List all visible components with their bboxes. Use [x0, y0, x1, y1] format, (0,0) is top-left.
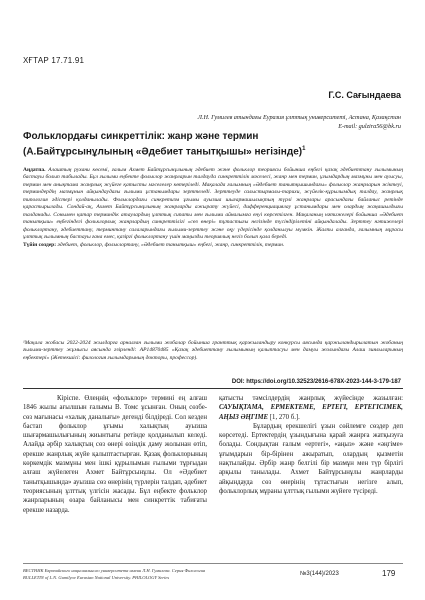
- title-footnote-mark: 1: [302, 146, 306, 152]
- author-name: Г.С. Сағындаева: [328, 90, 401, 100]
- issue-number: №3(144)/2023: [300, 571, 339, 577]
- genre-list: САУЫҚТАМА, ЕРМЕКТЕМЕ, ЕРТЕГІ, ЕРТЕГІСІМЕК, АҢЫЗ ӘҢГІМЕ: [219, 404, 403, 421]
- abstract-text: Алаштың рухани көсемі, ғалым Ахмет Байтұрсынұлының әдебиет және фольклор теориясы бойынша еңбегі қазақ әдебиеттану ғылымының бастауы болып табылады. Бұл ғылыми еңбекте фольклор жанрларын талдауда синкреттілік мәселесі, жанр мен термин, ұғымдардың мазмұны мен ауысуы, термин мен анықтама жанрлық жүйеге қатысты мәселелер көтеріледі. Мақалада ғалымның «Әдебиет танытқышындағы» фольклор жанрларын жіктеуі, терминдердің мазмұнын айқындаудағы ғылыми ұстанымдары зерттеледі. Зерттеуде салыстырмалы-тарихи, жүйелік-құрылымдық талдау, жанрлық типология әдістері қолданылады. Фольклордағы синкретизм ұғымы ауызша шығармашылықтың түрлі жанрлары арасындағы байланыс ретінде қарастырылады. Сондай-ақ, Ахмет Байтұрсынұлының жанрларды ажырату жүйесі, дифференциациялау ұстанымдары мен олардың жаңашылдығы талданады. Сонымен қатар терминдік атаулардың ұлттық сипаты мен ғылыми айналымға енуі көрсетілген. Мақаланың нәтижелері бойынша «Әдебиет танытқыш» еңбегіндегі фольклорлық жанрлардың синкреттілігі «сөз өнері» тұтастығы негізінде түсіндірілетіні айқындалады. Зерттеу нәтижелері фольклортану, әдебиеттану, терминтану салаларындағы ғылыми-зерттеу және оқу үдерісінде қолданылуы мүмкін. Жалпы алғанда, ғалымның мұрасы ұлттық ғылымның бастауы ғана емес, қазіргі фольклортану үшін маңызды теориялық негіз болып қала береді.: [23, 167, 403, 241]
- journal-name-ru: ВЕСТНИК Евразийского национального университета имени Л.Н. Гумилева. Серия Филология: [23, 568, 205, 573]
- body-column-right: [219, 394, 403, 496]
- article-title: [23, 130, 403, 158]
- title-line-2-text: (А.Байтұрсынұлының «Әдебиет танытқышы» негізінде): [23, 146, 303, 158]
- funding-footnote: ¹Мақала жобасы 2022-2024 жылдарға арналған ғылыми жобалар бойынша гранттық қаржыландыру конкурсы аясында қаржыландырылатын жобаның ғылыми-зерттеу жұмысы аясында әзірленді: AP14870485 «Қазақ әдебиеттану ғылымының қалыптасуы мен дамуы жолындағы Алаш зиялыларының еңбектері» (Жетекшісі: филология ғылымдарының докторы, профессор).: [23, 340, 403, 361]
- genre-reference: [1, 270 б.].: [268, 413, 300, 421]
- udc-code: ХҒТАР 17.71.91: [23, 56, 85, 65]
- author-email: E-mail: gulzira56@bk.ru: [338, 122, 401, 130]
- body-paragraph-right-2: Бұлардың ерекшелігі ұзын сөйлемге сөздер деп көрсетеді. Ертектердің ұзындығына қарай жанрға жатқызуға болады. Сондықтан ғалым «ертегі», «аңыз» және «әңгіме» ұғымдарын бір-бірінен ажыратып, олардың қызметін нақтылайды. Әрбір жанр белгілі бір мазмұн мен түр бірлігі арқылы танылады. Ахмет Байтұрсынұлы жанрларды айқындауда сөз өнерінің тұтастығын негізге алып, фольклорлық мұраны ұлттық ғылыми жүйеге түсіреді.: [219, 422, 403, 495]
- body-column-left: [23, 394, 207, 515]
- title-line-2: [23, 143, 403, 158]
- keywords-paragraph: [23, 242, 403, 249]
- journal-name-en: BULLETIN of L.N. Gumilyov Eurasian National University. PHILOLOGY Series: [23, 574, 170, 580]
- title-line-1: Фольклордағы синкреттілік: жанр және термин: [23, 131, 259, 142]
- keywords-text: әдебиет, фольклор, фольклортану, «Әдебиет танытқыш» еңбегі, жанр, синкреттілік, термин.: [56, 241, 285, 248]
- keywords-label: Түйін сөздер:: [23, 241, 57, 248]
- body-paragraph-right-1: [219, 394, 403, 422]
- doi-link[interactable]: DOI: https://doi.org/10.32523/2616-678X-2023-144-3-179-187: [231, 379, 401, 385]
- abstract-label: Аңдатпа.: [23, 167, 46, 173]
- abstract-paragraph: [23, 167, 403, 242]
- doi-divider: [23, 388, 403, 389]
- genre-intro: қатысты тәмсілдердің жанрлық жүйесінде жазылған:: [219, 395, 403, 402]
- author-affiliation: Л.Н. Гумилев атындағы Еуразия ұлттық университеті, Астана, Қазақстан: [197, 114, 401, 121]
- page-number: 179: [382, 569, 396, 578]
- journal-name: [23, 568, 273, 581]
- abstract-block: [23, 167, 403, 249]
- body-paragraph-left: Кіріспе. Өлеңнің «фольклор» термині ең алғаш 1846 жылы ағылшын ғалымы В. Томс ұсынған. Оның сөзбе-сөз мағынасы «халық даналығы» дегенді білдіреді. Сол кезден бастап фольклор ұғымы халықтың ауызша шығармашылығының жиынтығы ретінде қолданылып келеді. Алайда әрбір халықтың сөз өнері өзіндік даму жолынан өтіп, ерекше жанрлық жүйе қалыптастырған. Қазақ фольклорының көркемдік мазмұны мен ішкі құрылымын ғылыми тұрғыдан алғаш жүйелеген Ахмет Байтұрсынұлы. Ол «Әдебиет танытқышында» ауызша сөз өнерінің түрлерін талдап, әдебиет теориясының ұлттық үлгісін жасады. Бұл еңбекте фольклор жанрларының өзара байланысы мен синкреттік табиғаты ерекше назарда.: [23, 395, 207, 514]
- author-block: [71, 90, 401, 131]
- footer-divider: [23, 563, 403, 564]
- page-footer: [0, 563, 425, 600]
